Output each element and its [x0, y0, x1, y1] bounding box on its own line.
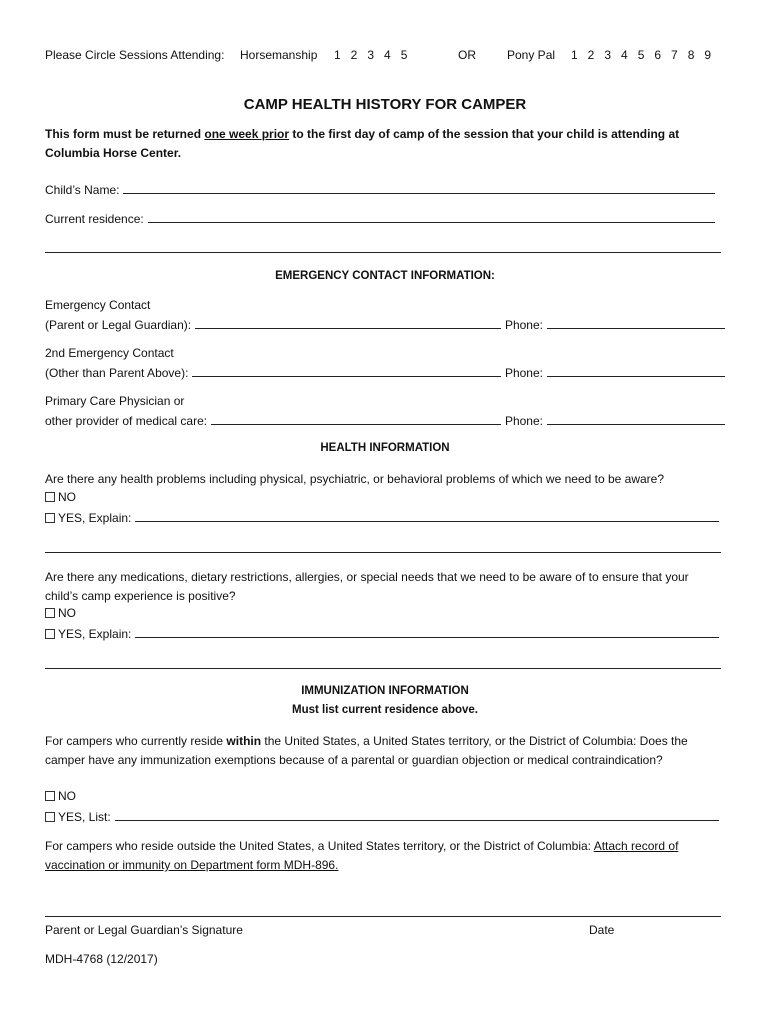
health-q2-explain-line2[interactable]: [45, 668, 721, 669]
child-name-field[interactable]: [123, 182, 715, 194]
health-heading: HEALTH INFORMATION: [320, 442, 450, 454]
ponypal-label: Pony Pal: [507, 48, 556, 62]
physician-sublabel: other provider of medical care:: [45, 414, 208, 428]
physician-label: Primary Care Physician or: [45, 394, 185, 408]
form-title: CAMP HEALTH HISTORY FOR CAMPER: [243, 96, 527, 113]
immunization-heading: IMMUNIZATION INFORMATION: [301, 685, 469, 697]
sessions-prompt: Please Circle Sessions Attending:: [45, 48, 225, 62]
second-contact-label: 2nd Emergency Contact: [45, 346, 174, 360]
second-contact-sublabel: (Other than Parent Above):: [45, 366, 189, 380]
checkbox-icon[interactable]: [45, 513, 55, 523]
physician-field[interactable]: [211, 413, 501, 425]
emergency-phone-field[interactable]: [547, 317, 725, 329]
emergency-contact-sublabel: (Parent or Legal Guardian):: [45, 318, 192, 332]
checkbox-icon[interactable]: [45, 812, 55, 822]
immunization-subheading: Must list current residence above.: [292, 704, 478, 716]
immunization-yes-option[interactable]: YES, List:: [45, 810, 111, 824]
health-question-1: Are there any health problems including physical, psychiatric, or behavioral problems of which we need to be aware?: [45, 472, 665, 486]
second-phone-field[interactable]: [547, 365, 725, 377]
health-q1-explain-line2[interactable]: [45, 552, 721, 553]
emergency-contact-field[interactable]: [195, 317, 501, 329]
horsemanship-label: Horsemanship: [240, 48, 318, 62]
physician-row: [45, 413, 725, 428]
current-residence-label: Current residence:: [45, 212, 144, 226]
horsemanship-session-numbers[interactable]: 1 2 3 4 5: [334, 48, 408, 62]
health-q2-yes-option[interactable]: YES, Explain:: [45, 627, 131, 641]
emergency-phone-label: Phone:: [504, 318, 543, 332]
second-phone-label: Phone:: [504, 366, 543, 380]
signature-field[interactable]: [45, 916, 721, 917]
immunization-question: For campers who currently reside within the United States, a United States territory, or the District of Columbia: Does the camper have any immunization exemptions because of a parental or guardian objection or medical contraindication?: [45, 734, 688, 767]
checkbox-icon[interactable]: [45, 608, 55, 618]
current-residence-field[interactable]: [148, 211, 715, 223]
immunization-outside-note: For campers who reside outside the United States, a United States territory, or the District of Columbia: Attach record of vaccination or immunity on Department form MDH-896.: [45, 839, 679, 872]
health-q2-yes-row: [45, 626, 723, 641]
child-name-row: [45, 182, 719, 197]
emergency-contact-row: [45, 317, 725, 332]
health-q1-explain-field[interactable]: [135, 510, 719, 522]
ponypal-session-numbers[interactable]: 1 2 3 4 5 6 7 8 9: [571, 48, 712, 62]
emergency-contact-label: Emergency Contact: [45, 298, 151, 312]
signature-label: Parent or Legal Guardian’s Signature: [45, 923, 243, 937]
physician-phone-label: Phone:: [504, 414, 543, 428]
second-contact-field[interactable]: [192, 365, 501, 377]
emergency-heading: EMERGENCY CONTACT INFORMATION:: [275, 270, 495, 282]
checkbox-icon[interactable]: [45, 629, 55, 639]
immunization-no-option[interactable]: NO: [45, 789, 76, 803]
or-label: OR: [458, 48, 476, 62]
form-id: MDH-4768 (12/2017): [45, 952, 158, 966]
checkbox-icon[interactable]: [45, 492, 55, 502]
checkbox-icon[interactable]: [45, 791, 55, 801]
health-q2-explain-field[interactable]: [135, 626, 719, 638]
second-contact-row: [45, 365, 725, 380]
intro-text: This form must be returned one week prior to the first day of camp of the session that your child is attending at Columbia Horse Center.: [45, 127, 680, 160]
date-label: Date: [589, 923, 615, 937]
residence-row: [45, 211, 719, 226]
health-q2-no-option[interactable]: NO: [45, 606, 76, 620]
health-q1-yes-option[interactable]: YES, Explain:: [45, 511, 131, 525]
immunization-list-field[interactable]: [115, 809, 719, 821]
health-q1-no-option[interactable]: NO: [45, 490, 76, 504]
health-q1-yes-row: [45, 510, 723, 525]
immunization-yes-row: [45, 809, 723, 824]
physician-phone-field[interactable]: [547, 413, 725, 425]
current-residence-field-line2[interactable]: [45, 252, 721, 253]
child-name-label: Child’s Name:: [45, 183, 120, 197]
health-question-2: Are there any medications, dietary restrictions, allergies, or special needs that we need to be aware of to ensure that your child’s camp experience is positive?: [45, 570, 689, 603]
